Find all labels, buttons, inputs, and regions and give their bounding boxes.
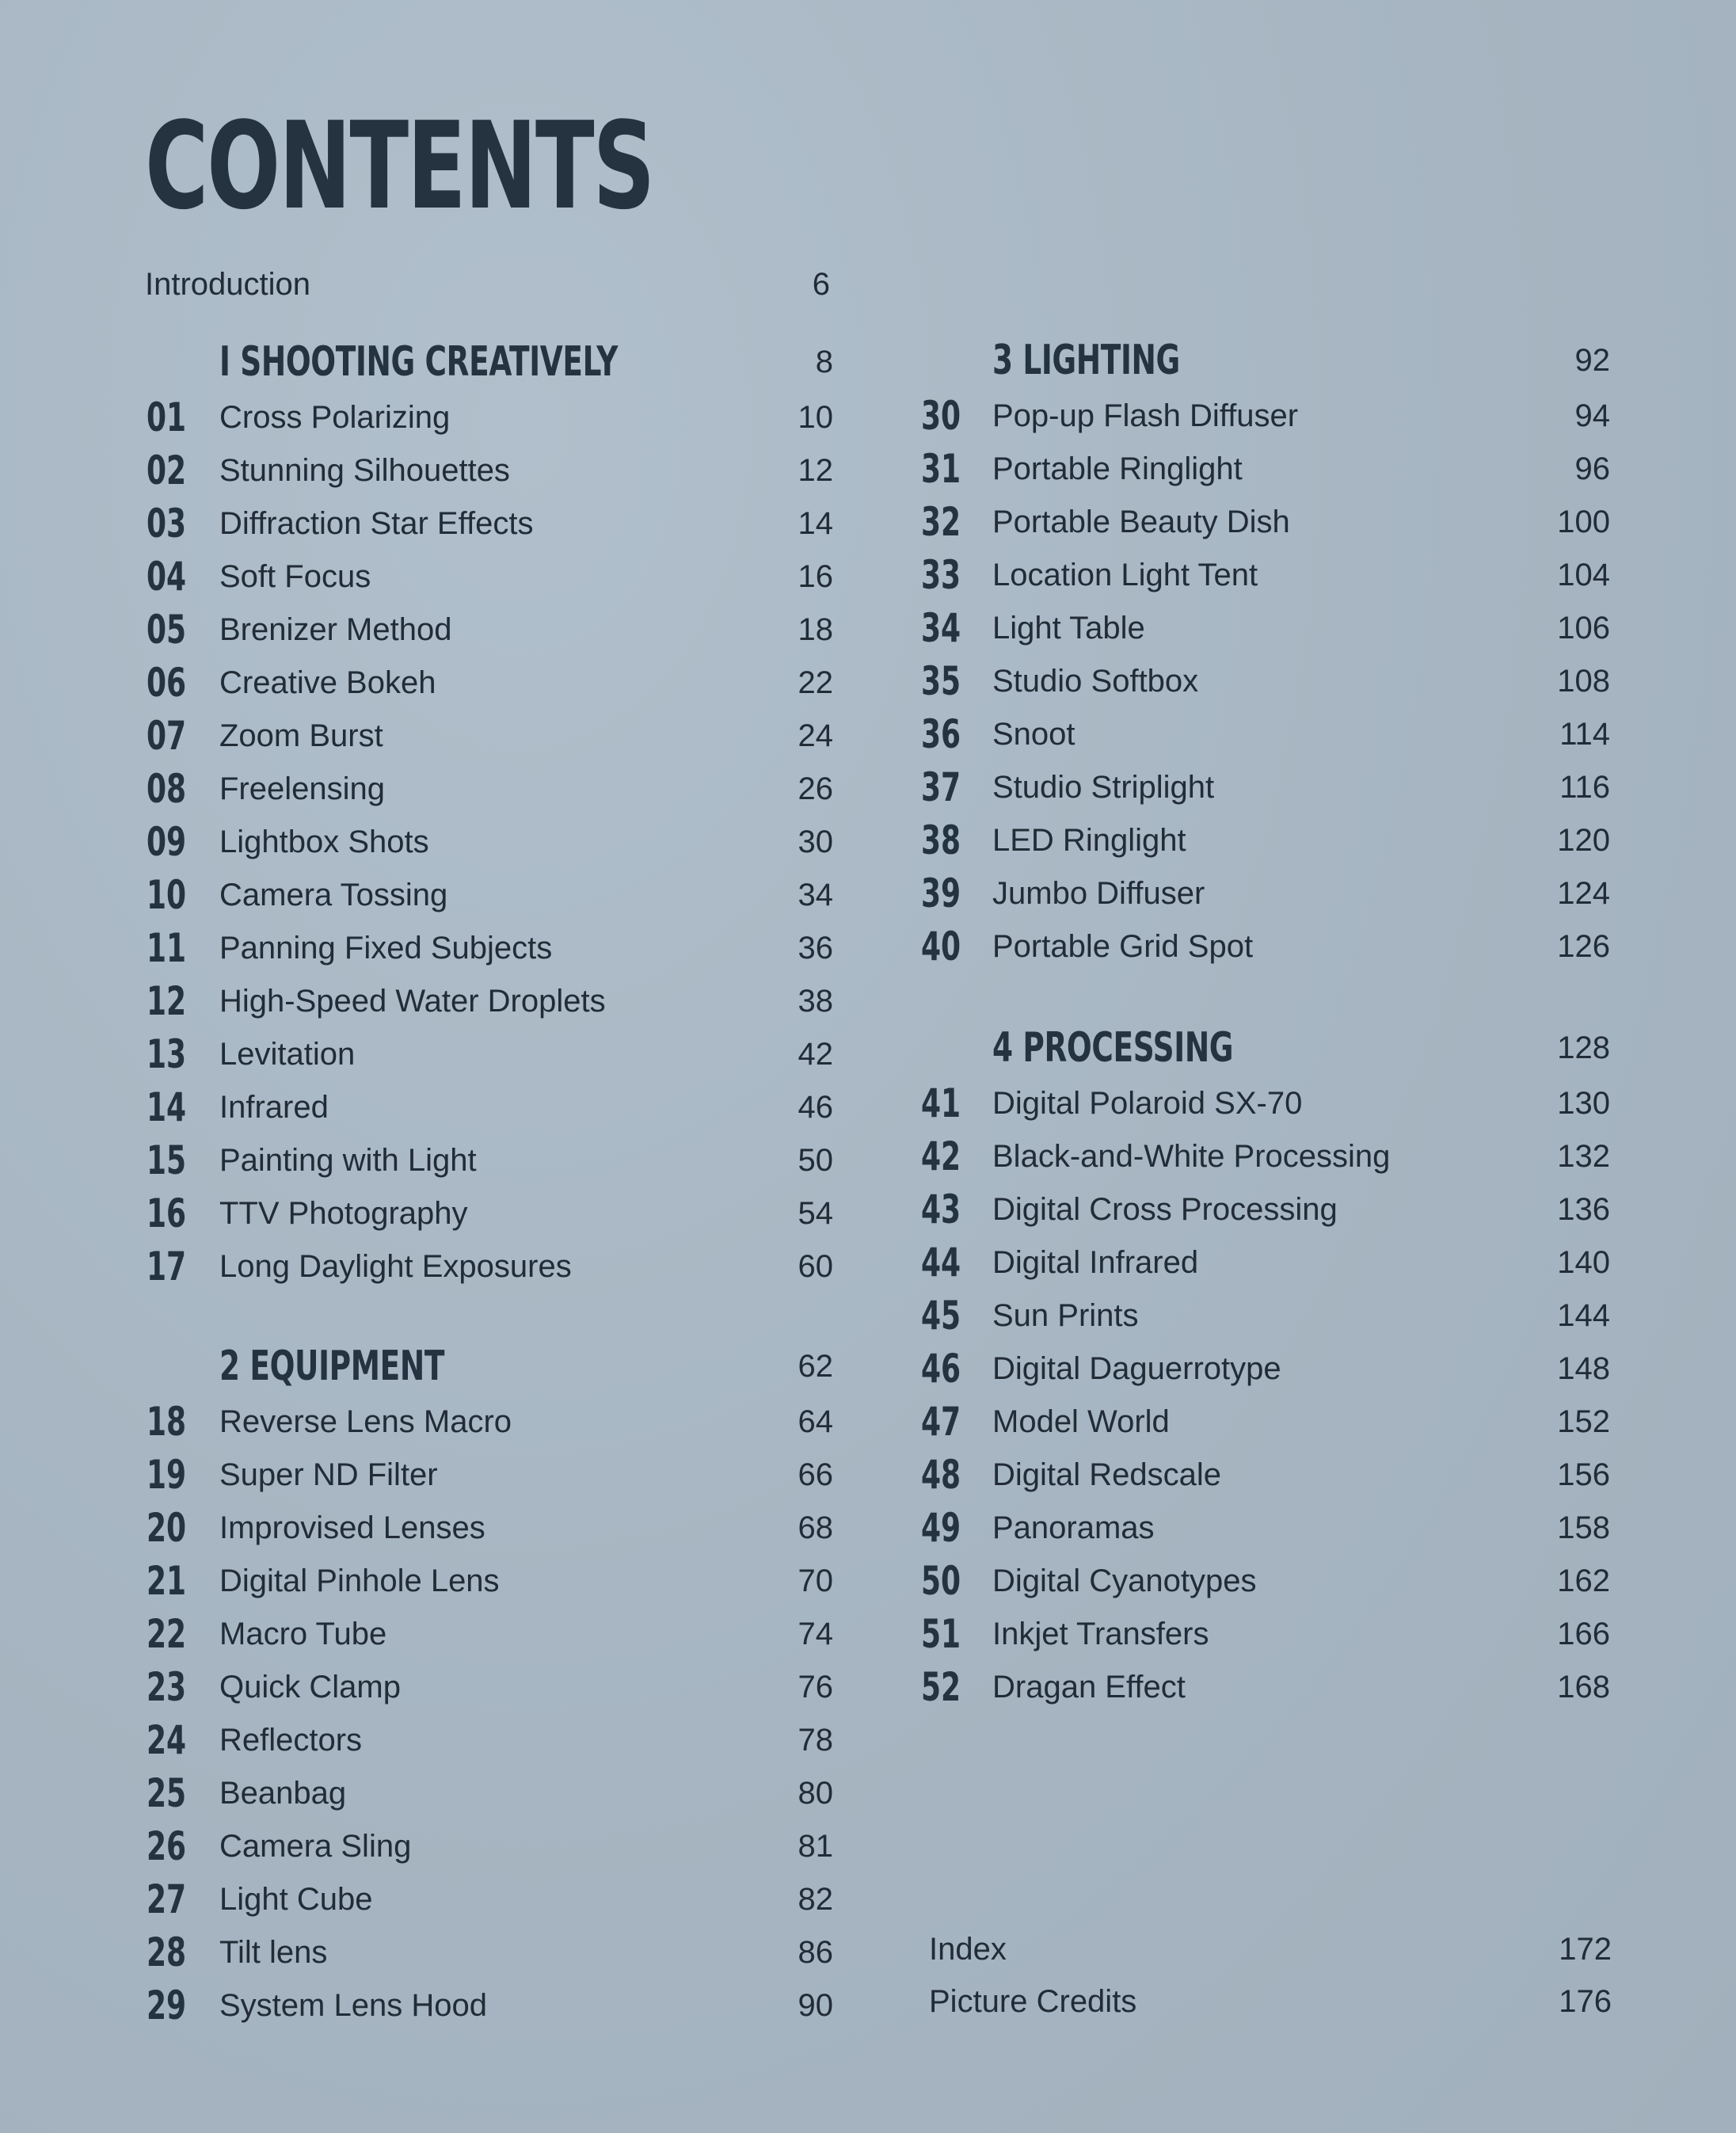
toc-entry[interactable] bbox=[147, 1081, 833, 1133]
entry-title: Model World bbox=[992, 1404, 1170, 1439]
page-title: CONTENTS bbox=[145, 96, 654, 236]
toc-entry[interactable] bbox=[147, 922, 833, 974]
entry-number: 24 bbox=[147, 1717, 187, 1763]
entry-title: Cross Polarizing bbox=[219, 400, 451, 435]
entry-page: 120 bbox=[1557, 823, 1610, 858]
entry-title: Jumbo Diffuser bbox=[992, 876, 1205, 911]
toc-intro-page: 6 bbox=[812, 267, 830, 302]
section-title: I SHOOTING CREATIVELY bbox=[219, 338, 619, 386]
entry-number: 50 bbox=[921, 1558, 961, 1604]
entry-page: 22 bbox=[798, 665, 833, 700]
entry-title: LED Ringlight bbox=[992, 823, 1186, 858]
toc-entry[interactable] bbox=[147, 391, 833, 444]
toc-entry[interactable] bbox=[147, 975, 833, 1027]
entry-number: 09 bbox=[147, 819, 187, 865]
entry-title: Studio Striplight bbox=[992, 770, 1215, 805]
entry-number: 08 bbox=[147, 766, 187, 812]
entry-page: 90 bbox=[798, 1988, 833, 2023]
entry-page: 42 bbox=[798, 1037, 833, 1072]
entry-title: Pop-up Flash Diffuser bbox=[992, 398, 1299, 433]
entry-page: 81 bbox=[798, 1829, 833, 1864]
entry-title: Portable Beauty Dish bbox=[992, 505, 1290, 539]
entry-number: 02 bbox=[147, 448, 187, 493]
entry-page: 12 bbox=[798, 453, 833, 488]
entry-number: 21 bbox=[147, 1558, 187, 1604]
entry-page: 156 bbox=[1557, 1457, 1610, 1492]
toc-entry[interactable] bbox=[921, 390, 1610, 442]
entry-number: 45 bbox=[921, 1293, 961, 1339]
section-heading-row[interactable] bbox=[921, 1022, 1610, 1074]
entry-page: 26 bbox=[798, 771, 833, 806]
entry-title: Diffraction Star Effects bbox=[219, 506, 534, 541]
entry-number: 33 bbox=[921, 552, 961, 598]
entry-number: 20 bbox=[147, 1505, 187, 1551]
entry-title: Super ND Filter bbox=[219, 1457, 438, 1492]
entry-title: Panning Fixed Subjects bbox=[219, 931, 553, 966]
entry-page: 168 bbox=[1557, 1670, 1610, 1704]
toc-entry[interactable] bbox=[921, 496, 1610, 548]
entry-title: High-Speed Water Droplets bbox=[219, 984, 606, 1019]
toc-entry[interactable] bbox=[147, 604, 833, 656]
entry-title: Beanbag bbox=[219, 1776, 347, 1811]
entry-number: 17 bbox=[147, 1244, 187, 1289]
entry-number: 26 bbox=[147, 1823, 187, 1869]
entry-page: 132 bbox=[1557, 1139, 1610, 1174]
toc-entry[interactable] bbox=[921, 1289, 1610, 1342]
entry-title: Digital Infrared bbox=[992, 1245, 1199, 1280]
entry-page: 162 bbox=[1557, 1564, 1610, 1598]
toc-entry[interactable] bbox=[921, 1343, 1610, 1395]
toc-entry[interactable] bbox=[921, 1555, 1610, 1607]
end-matter-row[interactable] bbox=[929, 1975, 1612, 2028]
entry-page: 108 bbox=[1557, 664, 1610, 699]
toc-entry[interactable] bbox=[147, 444, 833, 497]
entry-page: 86 bbox=[798, 1935, 833, 1970]
entry-title: TTV Photography bbox=[219, 1196, 468, 1231]
entry-number: 48 bbox=[921, 1452, 961, 1498]
entry-page: 158 bbox=[1557, 1510, 1610, 1545]
entry-title: Digital Cyanotypes bbox=[992, 1564, 1257, 1598]
entry-title: Levitation bbox=[219, 1037, 356, 1072]
entry-page: 116 bbox=[1559, 770, 1610, 805]
toc-entry[interactable] bbox=[147, 1608, 833, 1660]
entry-number: 29 bbox=[147, 1983, 187, 2028]
entry-number: 11 bbox=[147, 925, 187, 971]
toc-entry[interactable] bbox=[147, 1134, 833, 1186]
toc-entry[interactable] bbox=[921, 1661, 1610, 1713]
toc-entry[interactable] bbox=[921, 443, 1610, 495]
toc-entry[interactable] bbox=[921, 549, 1610, 601]
end-matter-page: 176 bbox=[1559, 1984, 1612, 2019]
entry-title: Location Light Tent bbox=[992, 558, 1258, 592]
toc-entry[interactable] bbox=[921, 1183, 1610, 1236]
entry-title: Reflectors bbox=[219, 1723, 363, 1758]
entry-number: 37 bbox=[921, 764, 961, 810]
entry-title: Portable Ringlight bbox=[992, 451, 1243, 486]
toc-entry[interactable] bbox=[921, 602, 1610, 654]
entry-number: 05 bbox=[147, 607, 187, 653]
entry-page: 30 bbox=[798, 825, 833, 859]
toc-entry[interactable] bbox=[147, 1449, 833, 1501]
entry-page: 124 bbox=[1557, 876, 1610, 911]
entry-page: 144 bbox=[1557, 1298, 1610, 1333]
entry-title: Light Cube bbox=[219, 1882, 373, 1917]
entry-page: 100 bbox=[1557, 505, 1610, 539]
toc-entry[interactable] bbox=[921, 1608, 1610, 1660]
entry-number: 44 bbox=[921, 1240, 961, 1286]
toc-entry[interactable] bbox=[921, 761, 1610, 813]
entry-title: Studio Softbox bbox=[992, 664, 1199, 699]
toc-entry[interactable] bbox=[147, 550, 833, 603]
toc-entry[interactable] bbox=[921, 920, 1610, 973]
entry-number: 42 bbox=[921, 1133, 961, 1179]
toc-intro-label: Introduction bbox=[145, 267, 311, 302]
entry-title: System Lens Hood bbox=[219, 1988, 487, 2023]
entry-number: 14 bbox=[147, 1084, 187, 1130]
entry-title: Soft Focus bbox=[219, 559, 371, 594]
section-page: 8 bbox=[815, 345, 833, 379]
entry-title: Tilt lens bbox=[219, 1935, 328, 1970]
entry-number: 35 bbox=[921, 658, 961, 704]
toc-entry[interactable] bbox=[147, 1187, 833, 1240]
toc-entry[interactable] bbox=[921, 1502, 1610, 1554]
entry-page: 74 bbox=[798, 1617, 833, 1651]
end-matter-label: Picture Credits bbox=[929, 1984, 1137, 2019]
section-title: 3 LIGHTING bbox=[992, 337, 1180, 384]
entry-page: 70 bbox=[798, 1564, 833, 1598]
entry-page: 140 bbox=[1557, 1245, 1610, 1280]
toc-entry[interactable] bbox=[147, 1502, 833, 1554]
entry-page: 38 bbox=[798, 984, 833, 1019]
entry-page: 46 bbox=[798, 1090, 833, 1125]
section-heading-row[interactable] bbox=[147, 1340, 833, 1392]
toc-entry[interactable] bbox=[921, 867, 1610, 920]
entry-page: 34 bbox=[798, 878, 833, 912]
entry-number: 13 bbox=[147, 1031, 187, 1077]
section-title: 4 PROCESSING bbox=[992, 1024, 1234, 1072]
section-page: 92 bbox=[1574, 343, 1610, 378]
entry-number: 34 bbox=[921, 605, 961, 651]
entry-number: 07 bbox=[147, 713, 187, 759]
toc-entry[interactable] bbox=[147, 1555, 833, 1607]
entry-number: 40 bbox=[921, 924, 961, 969]
toc-entry[interactable] bbox=[921, 1236, 1610, 1289]
entry-page: 148 bbox=[1557, 1351, 1610, 1386]
entry-title: Black-and-White Processing bbox=[992, 1139, 1391, 1174]
toc-entry[interactable] bbox=[147, 1028, 833, 1080]
entry-page: 96 bbox=[1574, 451, 1610, 486]
entry-title: Creative Bokeh bbox=[219, 665, 436, 700]
entry-title: Digital Daguerrotype bbox=[992, 1351, 1281, 1386]
toc-entry[interactable] bbox=[921, 814, 1610, 867]
entry-page: 60 bbox=[798, 1249, 833, 1284]
entry-title: Inkjet Transfers bbox=[992, 1617, 1209, 1651]
entry-number: 28 bbox=[147, 1929, 187, 1975]
entry-number: 47 bbox=[921, 1399, 961, 1445]
entry-number: 31 bbox=[921, 446, 961, 492]
entry-number: 10 bbox=[147, 872, 187, 918]
entry-title: Digital Polaroid SX-70 bbox=[992, 1086, 1303, 1121]
entry-page: 76 bbox=[798, 1670, 833, 1704]
toc-entry[interactable] bbox=[921, 655, 1610, 707]
entry-title: Digital Cross Processing bbox=[992, 1192, 1338, 1227]
entry-page: 166 bbox=[1557, 1617, 1610, 1651]
section-heading-row[interactable] bbox=[147, 336, 833, 388]
entry-page: 130 bbox=[1557, 1086, 1610, 1121]
entry-title: Painting with Light bbox=[219, 1143, 477, 1178]
entry-number: 19 bbox=[147, 1452, 187, 1498]
section-heading-row[interactable] bbox=[921, 334, 1610, 387]
toc-entry[interactable] bbox=[147, 1767, 833, 1819]
entry-number: 49 bbox=[921, 1505, 961, 1551]
entry-title: Camera Sling bbox=[219, 1829, 412, 1864]
toc-entry[interactable] bbox=[147, 1926, 833, 1979]
toc-entry[interactable] bbox=[147, 497, 833, 550]
entry-page: 66 bbox=[798, 1457, 833, 1492]
toc-intro-row[interactable] bbox=[145, 258, 830, 310]
entry-number: 51 bbox=[921, 1611, 961, 1657]
entry-title: Long Daylight Exposures bbox=[219, 1249, 572, 1284]
toc-entry[interactable] bbox=[147, 1714, 833, 1766]
entry-page: 106 bbox=[1557, 611, 1610, 646]
entry-page: 36 bbox=[798, 931, 833, 966]
toc-entry[interactable] bbox=[921, 1449, 1610, 1501]
entry-page: 136 bbox=[1557, 1192, 1610, 1227]
entry-number: 25 bbox=[147, 1770, 187, 1816]
entry-page: 104 bbox=[1557, 558, 1610, 592]
entry-number: 30 bbox=[921, 393, 961, 439]
toc-entry[interactable] bbox=[147, 1396, 833, 1448]
entry-number: 15 bbox=[147, 1137, 187, 1183]
entry-number: 52 bbox=[921, 1664, 961, 1710]
entry-page: 78 bbox=[798, 1723, 833, 1758]
entry-number: 18 bbox=[147, 1399, 187, 1445]
entry-title: Camera Tossing bbox=[219, 878, 448, 912]
entry-page: 10 bbox=[798, 400, 833, 435]
section-page: 128 bbox=[1557, 1030, 1610, 1065]
toc-entry[interactable] bbox=[147, 710, 833, 762]
toc-entry[interactable] bbox=[147, 816, 833, 868]
entry-number: 41 bbox=[921, 1080, 961, 1126]
entry-title: Snoot bbox=[992, 717, 1075, 752]
entry-page: 82 bbox=[798, 1882, 833, 1917]
entry-title: Digital Pinhole Lens bbox=[219, 1564, 500, 1598]
end-matter-label: Index bbox=[929, 1932, 1007, 1967]
toc-entry[interactable] bbox=[147, 657, 833, 709]
entry-number: 22 bbox=[147, 1611, 187, 1657]
entry-number: 32 bbox=[921, 499, 961, 545]
entry-title: Digital Redscale bbox=[992, 1457, 1222, 1492]
entry-title: Dragan Effect bbox=[992, 1670, 1186, 1704]
entry-page: 114 bbox=[1559, 717, 1610, 752]
toc-entry[interactable] bbox=[147, 763, 833, 815]
entry-page: 64 bbox=[798, 1404, 833, 1439]
entry-page: 80 bbox=[798, 1776, 833, 1811]
entry-page: 126 bbox=[1557, 929, 1610, 964]
toc-entry[interactable] bbox=[147, 1979, 833, 2032]
entry-title: Portable Grid Spot bbox=[992, 929, 1254, 964]
end-matter-row[interactable] bbox=[929, 1923, 1612, 1975]
toc-entry[interactable] bbox=[147, 1873, 833, 1925]
entry-title: Light Table bbox=[992, 611, 1145, 646]
entry-number: 12 bbox=[147, 978, 187, 1024]
entry-page: 16 bbox=[798, 559, 833, 594]
entry-page: 94 bbox=[1574, 398, 1610, 433]
entry-title: Freelensing bbox=[219, 771, 386, 806]
toc-entry[interactable] bbox=[147, 869, 833, 921]
toc-entry[interactable] bbox=[147, 1820, 833, 1872]
entry-number: 46 bbox=[921, 1346, 961, 1392]
entry-title: Lightbox Shots bbox=[219, 825, 429, 859]
entry-title: Sun Prints bbox=[992, 1298, 1139, 1333]
entry-page: 18 bbox=[798, 612, 833, 647]
entry-title: Panoramas bbox=[992, 1510, 1155, 1545]
toc-entry[interactable] bbox=[147, 1661, 833, 1713]
end-matter-page: 172 bbox=[1559, 1932, 1612, 1967]
toc-entry[interactable] bbox=[921, 1130, 1610, 1183]
entry-number: 38 bbox=[921, 817, 961, 863]
section-title: 2 EQUIPMENT bbox=[219, 1343, 445, 1390]
entry-title: Improvised Lenses bbox=[219, 1510, 485, 1545]
entry-number: 27 bbox=[147, 1876, 187, 1922]
entry-number: 01 bbox=[147, 394, 187, 440]
entry-page: 68 bbox=[798, 1510, 833, 1545]
entry-title: Zoom Burst bbox=[219, 718, 383, 753]
entry-number: 36 bbox=[921, 711, 961, 757]
toc-entry[interactable] bbox=[921, 708, 1610, 760]
entry-number: 39 bbox=[921, 870, 961, 916]
entry-number: 23 bbox=[147, 1664, 187, 1710]
entry-number: 06 bbox=[147, 660, 187, 706]
entry-page: 50 bbox=[798, 1143, 833, 1178]
entry-number: 03 bbox=[147, 501, 187, 547]
entry-title: Brenizer Method bbox=[219, 612, 452, 647]
entry-title: Stunning Silhouettes bbox=[219, 453, 510, 488]
entry-number: 43 bbox=[921, 1186, 961, 1232]
entry-page: 152 bbox=[1557, 1404, 1610, 1439]
entry-title: Quick Clamp bbox=[219, 1670, 401, 1704]
entry-title: Reverse Lens Macro bbox=[219, 1404, 512, 1439]
toc-entry[interactable] bbox=[147, 1240, 833, 1293]
toc-entry[interactable] bbox=[921, 1077, 1610, 1129]
toc-entry[interactable] bbox=[921, 1396, 1610, 1448]
entry-number: 16 bbox=[147, 1190, 187, 1236]
entry-page: 54 bbox=[798, 1196, 833, 1231]
entry-title: Macro Tube bbox=[219, 1617, 387, 1651]
entry-number: 04 bbox=[147, 554, 187, 600]
entry-page: 14 bbox=[798, 506, 833, 541]
entry-title: Infrared bbox=[219, 1090, 329, 1125]
section-page: 62 bbox=[798, 1349, 833, 1384]
entry-page: 24 bbox=[798, 718, 833, 753]
